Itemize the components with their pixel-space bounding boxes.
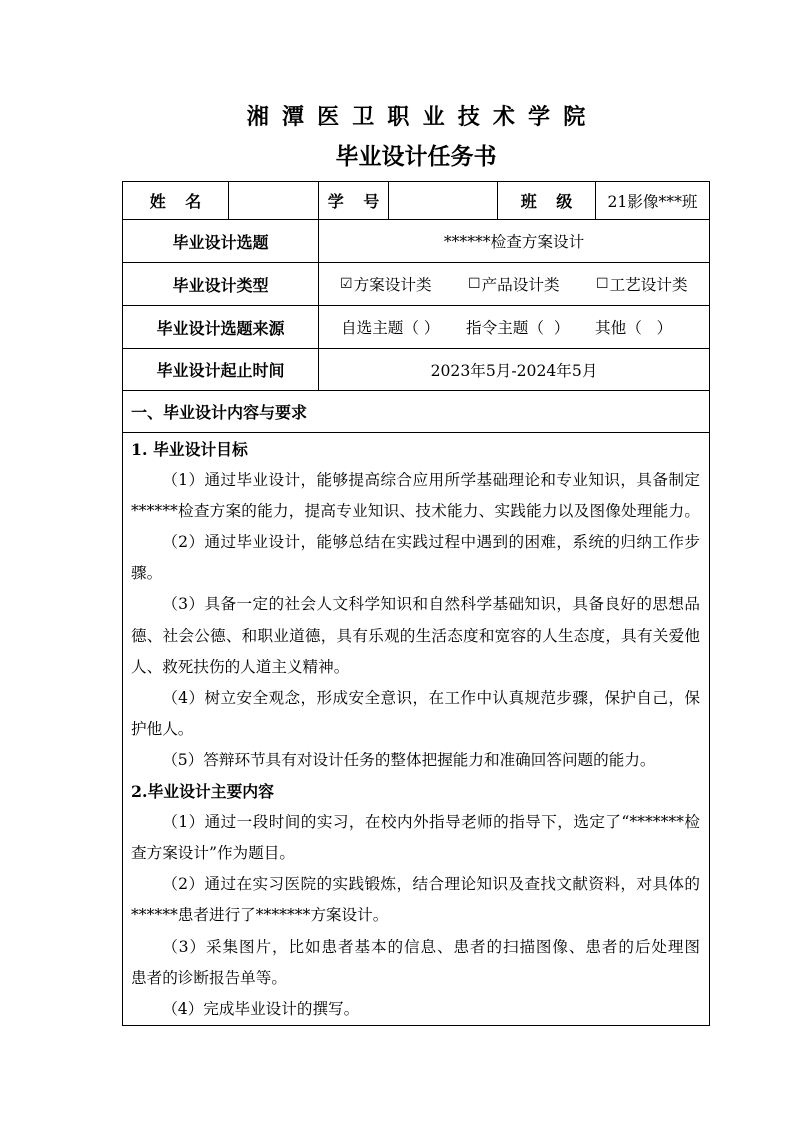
paragraph-line: ******患者进行了*******方案设计。 (131, 906, 389, 925)
design-type-option-plan (340, 263, 432, 305)
paragraph-line: 德、社会公德、和职业道德，具有乐观的生活态度和宽容的人生态度，具有关爱他 (131, 626, 700, 645)
paragraph-line: 骤。 (131, 564, 163, 583)
paragraph-line: （1）通过毕业设计，能够提高综合应用所学基础理论和专业知识，具备制定 (162, 471, 700, 490)
period-label: 毕业设计起止时间 (122, 348, 319, 391)
goal-paragraph (131, 589, 700, 682)
paragraph-line: ******检查方案的能力，提高专业知识、技术能力、实践能力以及图像处理能力。 (131, 502, 700, 521)
checked-box-icon: ☑ (340, 276, 353, 292)
option-label: 产品设计类 (481, 276, 560, 294)
paragraph-line: （5）答辩环节具有对设计任务的整体把握能力和准确回答问题的能力。 (162, 750, 656, 769)
paragraph-line: （3）采集图片，比如患者基本的信息、患者的扫描图像、患者的后处理图 (162, 937, 700, 956)
unchecked-box-icon: ☐ (468, 276, 481, 292)
student-id-label: 学 号 (318, 181, 389, 220)
goal-paragraph (131, 683, 700, 745)
design-type-option-process (596, 263, 688, 305)
main-content-paragraph (131, 994, 700, 1025)
name-value-cell (228, 181, 319, 220)
paragraph-line: 护他人。 (131, 719, 194, 738)
unchecked-box-icon: ☐ (596, 276, 609, 292)
main-content-paragraph (131, 932, 700, 994)
goal-paragraph (131, 527, 700, 589)
paragraph-line: （2）通过在实习医院的实践锻炼，结合理论知识及查找文献资料，对具体的 (162, 875, 700, 894)
school-name: 湘 潭 医 卫 职 业 技 术 学 院 (246, 104, 586, 130)
student-id-value-cell (388, 181, 498, 220)
design-type-options (318, 262, 710, 306)
goal-paragraph (131, 465, 700, 527)
topic-label: 毕业设计选题 (122, 219, 319, 263)
paragraph-line: 人、救死扶伤的人道主义精神。 (131, 657, 350, 676)
paragraph-line: （4）完成毕业设计的撰写。 (162, 999, 360, 1018)
class-label: 班 级 (497, 181, 596, 220)
topic-source-label: 毕业设计选题来源 (122, 305, 319, 349)
task-form-table (122, 181, 710, 1026)
design-type-label: 毕业设计类型 (122, 262, 319, 306)
paragraph-line: （3）具备一定的社会人文科学知识和自然科学基础知识，具备良好的思想品 (162, 595, 700, 614)
goal-paragraph (131, 745, 700, 776)
main-content-paragraph (131, 807, 700, 869)
paragraph-line: （4）树立安全观念，形成安全意识，在工作中认真规范步骤，保护自己，保 (162, 688, 700, 707)
content-cell (122, 432, 710, 1026)
paragraph-line: （1）通过一段时间的实习，在校内外指导老师的指导下，选定了“*******检 (162, 813, 700, 832)
paragraph-line: 患者的诊断报告单等。 (131, 968, 287, 987)
main-content-paragraph (131, 869, 700, 931)
period-value: 2023年5月-2024年5月 (318, 348, 710, 391)
document-title: 毕业设计任务书 (335, 143, 497, 170)
topic-value: ******检查方案设计 (318, 219, 710, 263)
paragraph-line: （2）通过毕业设计，能够总结在实践过程中遇到的困难，系统的归纳工作步 (162, 533, 700, 552)
topic-source-options (318, 305, 710, 349)
paragraph-line: 查方案设计”作为题目。 (131, 844, 295, 863)
option-label: 工艺设计类 (609, 276, 688, 294)
name-label: 姓 名 (122, 181, 229, 220)
class-value: 21影像***班 (595, 181, 710, 220)
section-title: 一、毕业设计内容与要求 (122, 390, 710, 433)
topic-source-other: 其他（ ） (595, 319, 673, 337)
goals-heading: 1. 毕业设计目标 (131, 440, 248, 459)
design-type-option-product (468, 263, 560, 305)
main-content-heading: 2.毕业设计主要内容 (131, 782, 274, 802)
topic-source-self-selected: 自选主题（ ） (341, 319, 440, 337)
option-label: 方案设计类 (353, 276, 432, 294)
topic-source-assigned: 指令主题（ ） (466, 319, 570, 337)
